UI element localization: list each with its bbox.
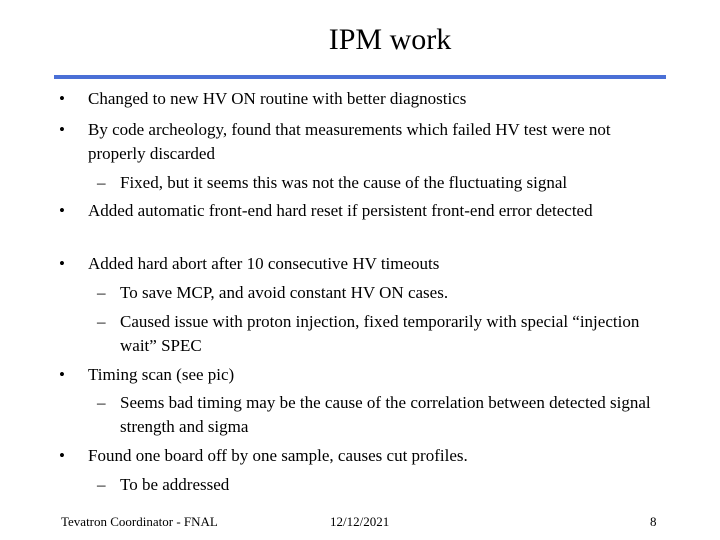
- sub-bullet-marker: –: [97, 393, 106, 412]
- footer-presenter: Tevatron Coordinator - FNAL: [61, 514, 218, 529]
- sub-bullet-item: [0, 391, 660, 439]
- slide-number: 8: [650, 514, 657, 529]
- bullet-item: [0, 363, 648, 387]
- bullet-marker: •: [59, 201, 65, 220]
- sub-bullet-text: To save MCP, and avoid constant HV ON cases.: [120, 283, 449, 302]
- bullet-item: [0, 118, 648, 166]
- bullet-text: By code archeology, found that measurements which failed HV test were not properly discarded: [88, 120, 611, 163]
- sub-bullet-marker: –: [97, 283, 106, 302]
- sub-bullet-text: Seems bad timing may be the cause of the correlation between detected signal strength and sigma: [120, 393, 651, 436]
- bullet-marker: •: [59, 365, 65, 384]
- sub-bullet-text: To be addressed: [120, 475, 230, 494]
- sub-bullet-item: [0, 310, 660, 358]
- title-divider: [54, 75, 666, 79]
- sub-bullet-marker: –: [97, 312, 106, 331]
- bullet-marker: •: [59, 446, 65, 465]
- footer-date: 12/12/2021: [330, 514, 390, 529]
- bullet-text: Added automatic front-end hard reset if persistent front-end error detected: [88, 201, 593, 220]
- sub-bullet-text: Caused issue with proton injection, fixed temporarily with special “injection wait” SPEC: [120, 312, 640, 355]
- sub-bullet-item: [0, 473, 660, 497]
- bullet-marker: •: [59, 89, 65, 108]
- sub-bullet-item: [0, 171, 660, 195]
- sub-bullet-marker: –: [97, 475, 106, 494]
- bullet-text: Added hard abort after 10 consecutive HV timeouts: [88, 254, 440, 273]
- bullet-item: [0, 444, 648, 468]
- bullet-item: [0, 252, 648, 276]
- bullet-marker: •: [59, 120, 65, 139]
- slide-title: IPM work: [328, 23, 452, 56]
- sub-bullet-text: Fixed, but it seems this was not the cause of the fluctuating signal: [120, 173, 568, 192]
- bullet-text: Timing scan (see pic): [88, 365, 235, 384]
- bullet-marker: •: [59, 254, 65, 273]
- bullet-text: Found one board off by one sample, causes cut profiles.: [88, 446, 468, 465]
- sub-bullet-item: [0, 281, 660, 305]
- bullet-item: [0, 199, 648, 223]
- bullet-item: [0, 87, 648, 111]
- bullet-text: Changed to new HV ON routine with better diagnostics: [88, 89, 467, 108]
- slide-footer: [0, 514, 720, 534]
- sub-bullet-marker: –: [97, 173, 106, 192]
